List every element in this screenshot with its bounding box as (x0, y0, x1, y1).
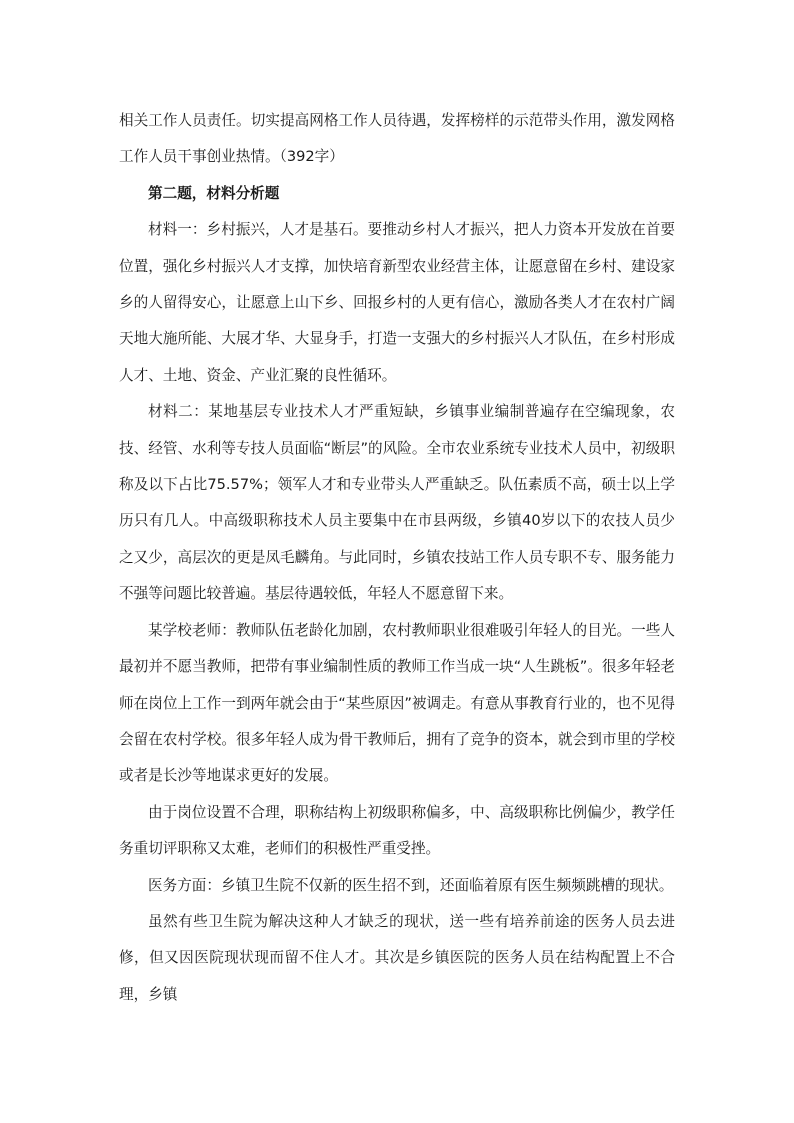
paragraph-medical: 医务方面：乡镇卫生院不仅新的医生招不到，还面临着原有医生频频跳槽的现状。 (148, 876, 674, 894)
paragraph-material-1: 材料一：乡村振兴，人才是基石。要推动乡村人才振兴，把人力资本开发放在首要位置，强化乡村振兴人才支撑，加快培育新型农业经营主体，让愿意留在乡村、建设家乡的人留得安心，让愿意上山下乡、回报乡村的人更有信心，激励各类人才在农村广阔天地大施所能、大展才华、大显身手，打造一支强大的乡村振兴人才队伍，在乡村形成人才、土地、资金、产业汇聚的良性循环。 (119, 221, 675, 384)
section-heading: 第二题，材料分析题 (148, 184, 280, 202)
paragraph-continuation: 相关工作人员责任。切实提高网格工作人员待遇，发挥榜样的示范带头作用，激发网格工作人员干事创业热情。（392字） (119, 112, 675, 166)
paragraph-teacher: 某学校老师：教师队伍老龄化加剧，农村教师职业很难吸引年轻人的目光。一些人最初并不愿当教师，把带有事业编制性质的教师工作当成一块“人生跳板”。很多年轻老师在岗位上工作一到两年就会由于“某些原因”被调走。有意从事教育行业的，也不见得会留在农村学校。很多年轻人成为骨干教师后，拥有了竞争的资本，就会到市里的学校或者是长沙等地谋求更好的发展。 (119, 621, 675, 785)
paragraph-medical-2: 虽然有些卫生院为解决这种人才缺乏的现状，送一些有培养前途的医务人员去进修，但又因医院现状现而留不住人才。其次是乡镇医院的医务人员在结构配置上不合理，乡镇 (119, 912, 675, 1003)
paragraph-positions: 由于岗位设置不合理，职称结构上初级职称偏多，中、高级职称比例偏少，教学任务重切评职称又太难，老师们的积极性严重受挫。 (119, 803, 675, 858)
document-page (119, 103, 675, 1013)
paragraph-material-2: 材料二：某地基层专业技术人才严重短缺，乡镇事业编制普遍存在空编现象，农技、经管、水利等专技人员面临“断层”的风险。全市农业系统专业技术人员中，初级职称及以下占比75.57%；领军人才和专业带头人严重缺乏。队伍素质不高，硕士以上学历只有几人。中高级职称技术人员主要集中在市县两级，乡镇40岁以下的农技人员少之又少，高层次的更是凤毛麟角。与此同时，乡镇农技站工作人员专职不专、服务能力不强等问题比较普遍。基层待遇较低，年轻人不愿意留下来。 (119, 403, 675, 603)
